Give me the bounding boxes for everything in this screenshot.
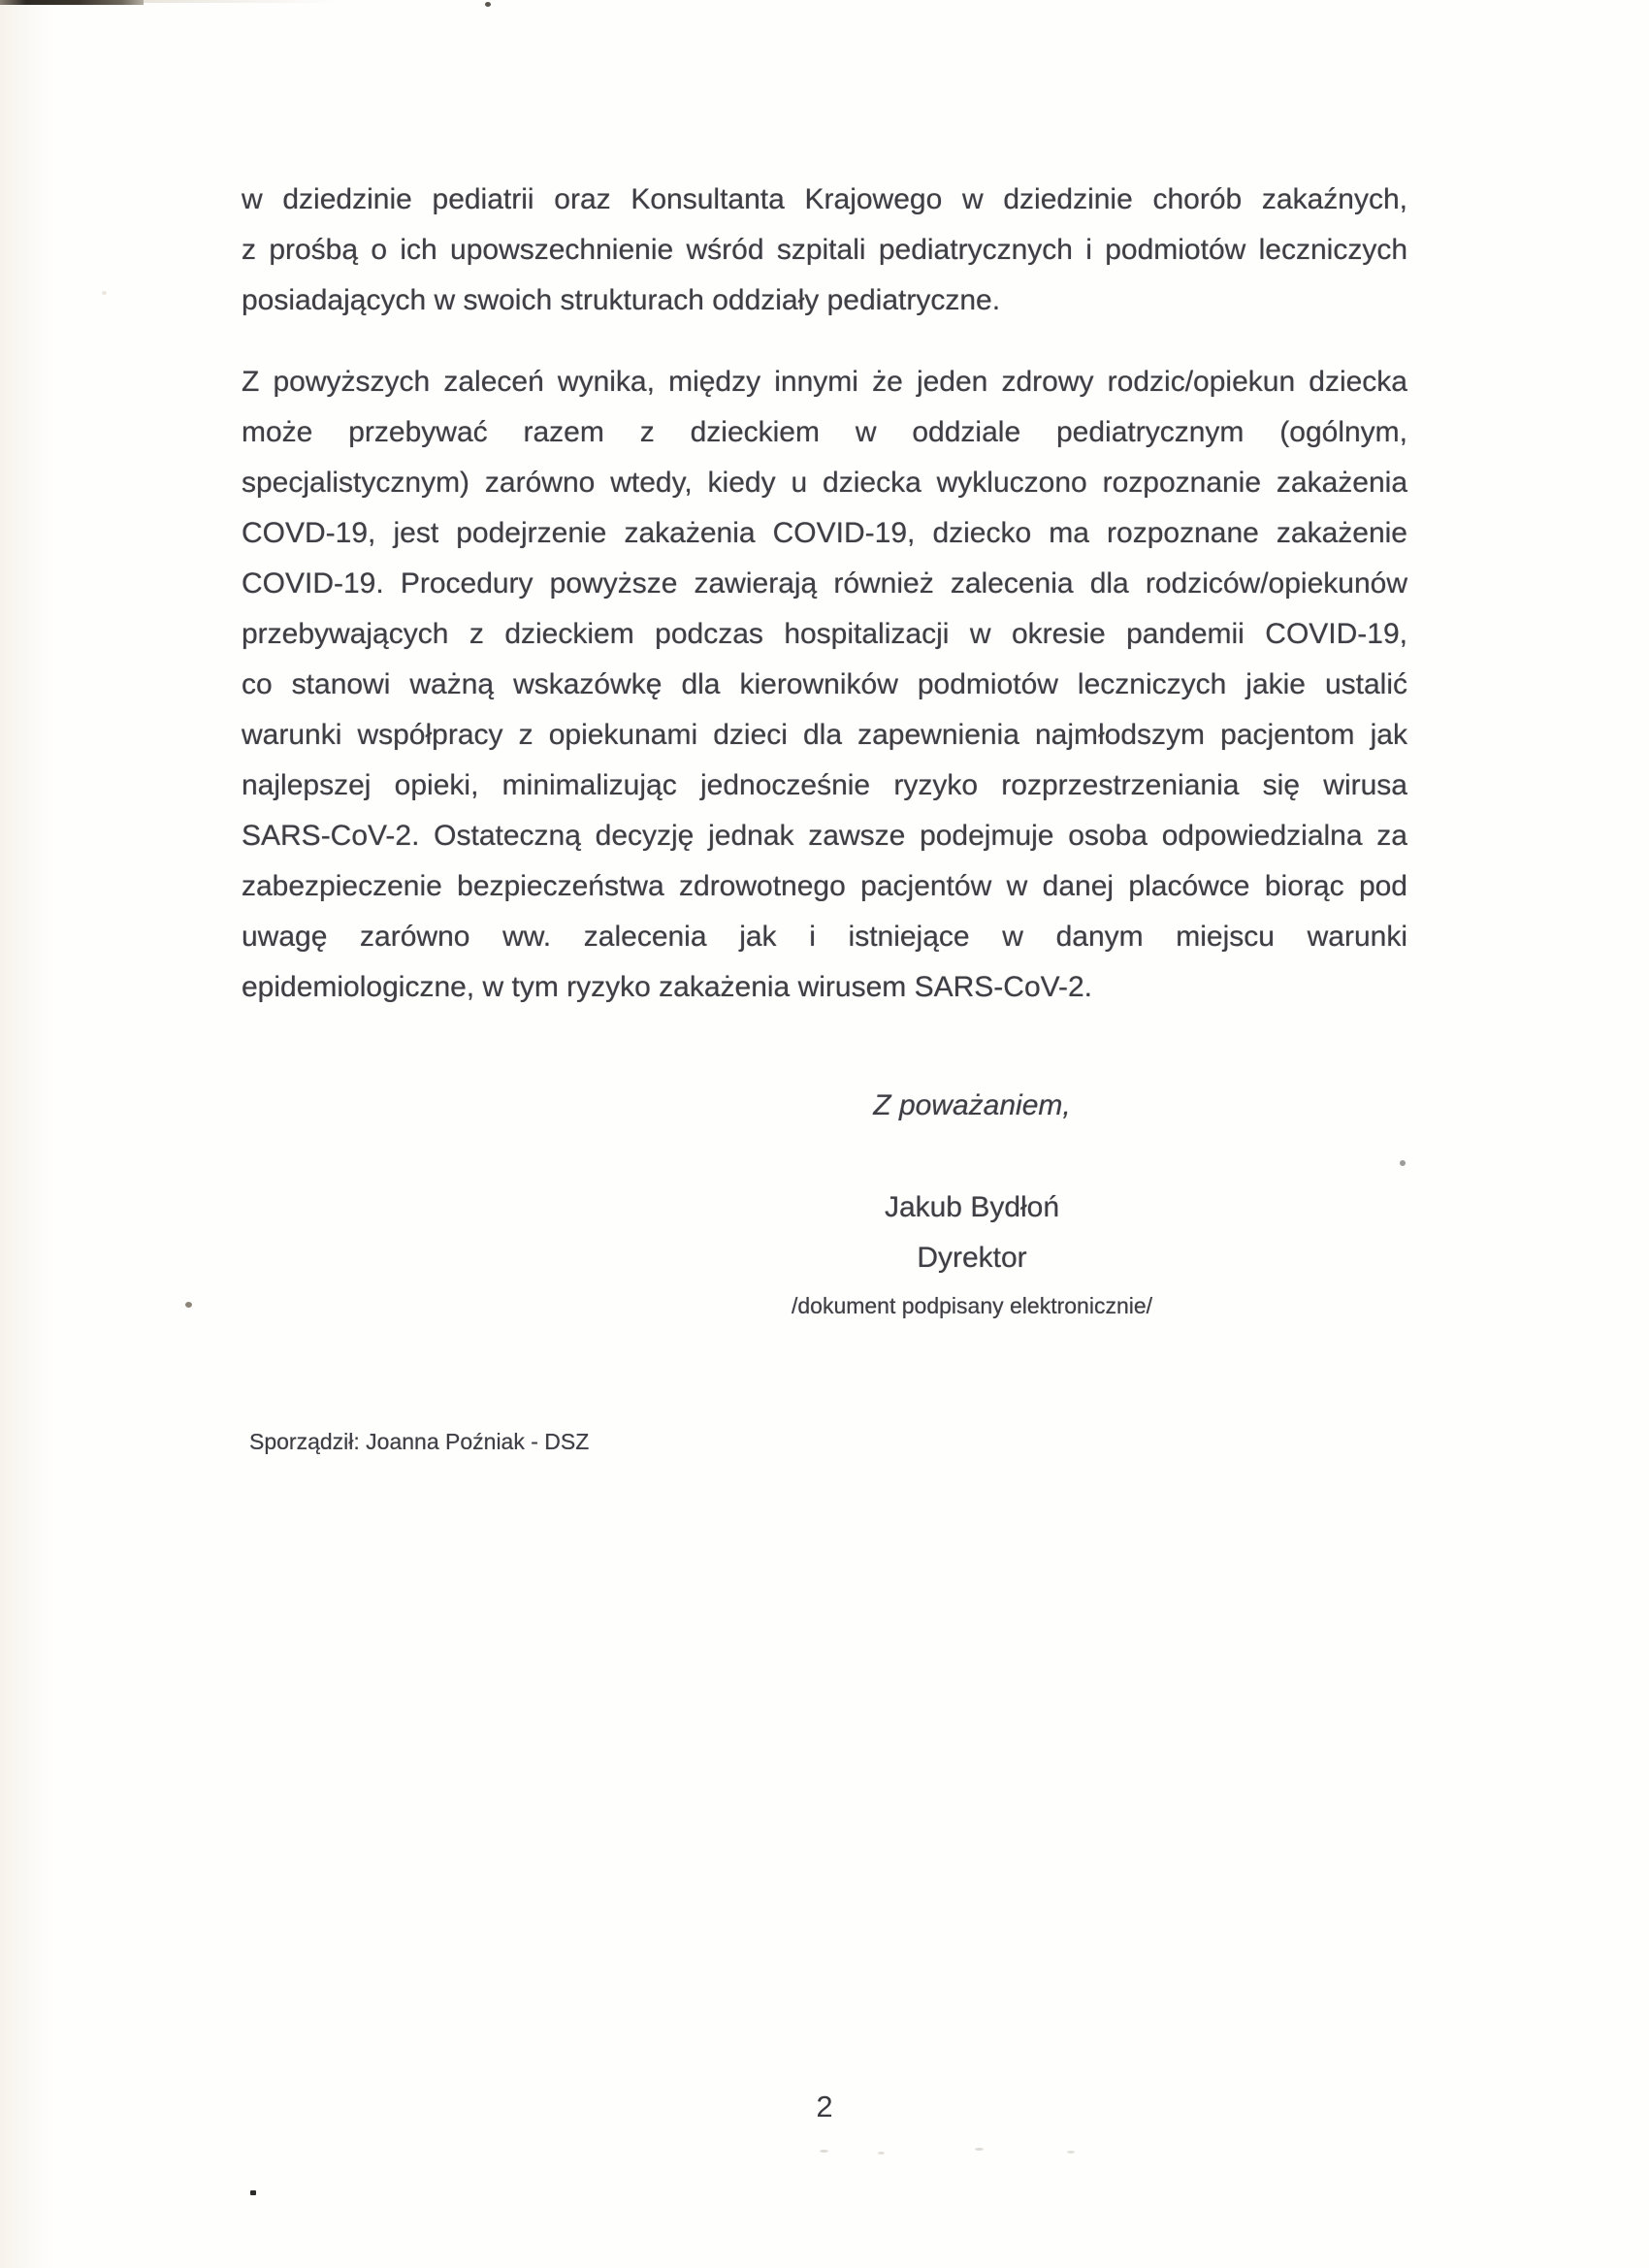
text-line: najlepszej opieki, minimalizując jednocześnie ryzyko rozprzestrzeniania się wirusa [242,769,1407,801]
scan-smudge [102,291,107,295]
text-line: posiadających w swoich strukturach oddziały pediatryczne. [242,284,1001,316]
text-line: epidemiologiczne, w tym ryzyko zakażenia wirusem SARS-CoV-2. [242,971,1092,1003]
scan-speck [1400,1160,1406,1166]
text-line: COVD-19, jest podejrzenie zakażenia COVID-19, dziecko ma rozpoznane zakażenie [242,517,1407,549]
page-number: 2 [816,2090,833,2123]
text-line: specjalistycznym) zarówno wtedy, kiedy u dziecka wykluczono rozpoznanie zakażenia [242,467,1407,499]
closing-salutation: Z poważaniem, [873,1089,1071,1121]
scan-artifact-top-strip [0,0,144,5]
text-line: zabezpieczenie bezpieczeństwa zdrowotnego pacjentów w danej placówce biorąc pod [242,870,1407,902]
signer-title: Dyrektor [917,1242,1027,1274]
scan-smudge [878,2152,885,2155]
scan-smudge [1067,2151,1075,2154]
prepared-by-note: Sporządził: Joanna Poźniak - DSZ [249,1429,590,1454]
scan-artifact-top-strip-faint [144,0,338,3]
text-line: SARS-CoV-2. Ostateczną decyzję jednak zawsze podejmuje osoba odpowiedzialna za [242,820,1407,852]
text-line: przebywających z dzieckiem podczas hospitalizacji w okresie pandemii COVID-19, [242,618,1407,650]
paragraph [242,357,1407,1013]
scan-speck [485,2,491,7]
signature-block [729,1081,1214,1333]
scan-speck [185,1302,192,1308]
text-line: COVID-19. Procedury powyższe zawierają również zalecenia dla rodziców/opiekunów [242,567,1407,599]
text-line: Z powyższych zaleceń wynika, między innymi że jeden zdrowy rodzic/opiekun dziecka [242,366,1407,398]
text-line: uwagę zarówno ww. zalecenia jak i istniejące w danym miejscu warunki [242,921,1407,953]
scan-edge-shading [0,0,56,2268]
text-line: warunki współpracy z opiekunami dzieci dla zapewnienia najmłodszym pacjentom jak [242,719,1407,751]
electronic-signature-note: /dokument podpisany elektronicznie/ [791,1293,1153,1318]
text-line: z prośbą o ich upowszechnienie wśród szpitali pediatrycznych i podmiotów leczniczych [242,234,1407,266]
scan-smudge [820,2150,828,2153]
paragraph [242,175,1407,326]
text-line: co stanowi ważną wskazówkę dla kierowników podmiotów leczniczych jakie ustalić [242,668,1407,700]
scan-speck [250,2190,256,2195]
text-line: w dziedzinie pediatrii oraz Konsultanta Krajowego w dziedzinie chorób zakaźnych, [242,183,1407,215]
scan-smudge [975,2148,984,2151]
text-line: może przebywać razem z dzieckiem w oddziale pediatrycznym (ogólnym, [242,416,1407,448]
signer-name: Jakub Bydłoń [884,1191,1060,1223]
